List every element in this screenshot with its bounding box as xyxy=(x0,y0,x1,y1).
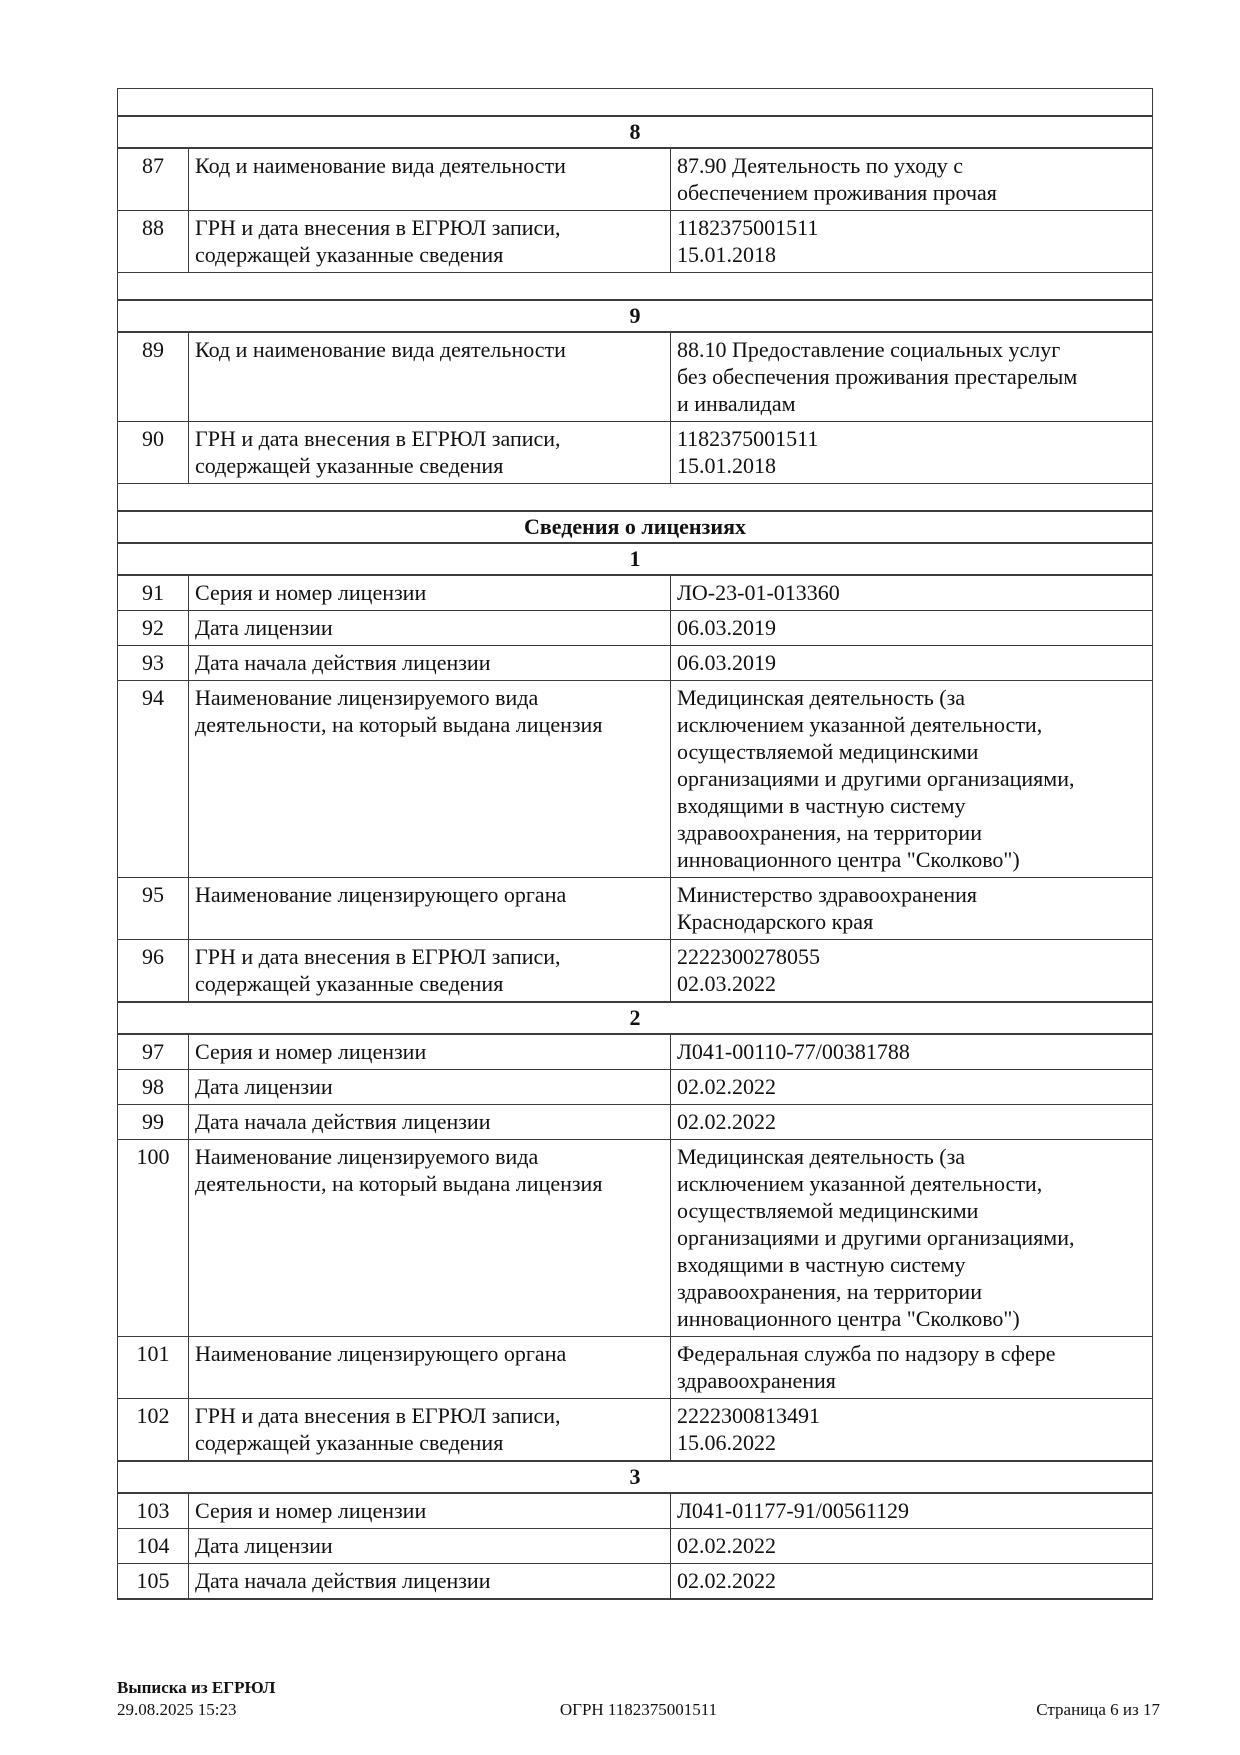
row-number: 101 xyxy=(118,1337,189,1399)
table-row xyxy=(118,1493,1153,1529)
row-number: 90 xyxy=(118,422,189,484)
row-value: 02.02.2022 xyxy=(671,1070,1153,1105)
row-label: Серия и номер лицензии xyxy=(189,1493,671,1529)
row-number: 92 xyxy=(118,611,189,646)
row-value: 02.02.2022 xyxy=(671,1564,1153,1600)
row-number: 96 xyxy=(118,940,189,1003)
row-value: Л041-01177-91/00561129 xyxy=(671,1493,1153,1529)
table-row xyxy=(118,1070,1153,1105)
table-row xyxy=(118,940,1153,1003)
row-value: Л041-00110-77/00381788 xyxy=(671,1034,1153,1070)
section-number-row xyxy=(118,1002,1153,1034)
spacer-cell xyxy=(118,89,1153,117)
row-label: Дата начала действия лицензии xyxy=(189,1105,671,1140)
row-label: Наименование лицензирующего органа xyxy=(189,878,671,940)
row-value: Медицинская деятельность (за исключением указанной деятельности, осуществляемой медицинскими организациями и другими организациями, входящими в частную систему здравоохранения, на территории инновационного центра "Сколково") xyxy=(671,681,1153,878)
table-row xyxy=(118,575,1153,611)
section-number: 1 xyxy=(118,543,1153,575)
footer-left-block xyxy=(117,1677,275,1721)
row-label: Код и наименование вида деятельности xyxy=(189,148,671,211)
row-number: 94 xyxy=(118,681,189,878)
table-row xyxy=(118,422,1153,484)
spacer-row xyxy=(118,484,1153,512)
row-value: Медицинская деятельность (за исключением указанной деятельности, осуществляемой медицинскими организациями и другими организациями, входящими в частную систему здравоохранения, на территории инновационного центра "Сколково") xyxy=(671,1140,1153,1337)
section-number: 3 xyxy=(118,1461,1153,1493)
footer-ogrn: ОГРН 1182375001511 xyxy=(559,1700,718,1719)
row-number: 93 xyxy=(118,646,189,681)
section-number-row xyxy=(118,1461,1153,1493)
row-number: 95 xyxy=(118,878,189,940)
spacer-row xyxy=(118,273,1153,301)
table-row xyxy=(118,611,1153,646)
table-row xyxy=(118,1105,1153,1140)
row-number: 105 xyxy=(118,1564,189,1600)
row-number: 91 xyxy=(118,575,189,611)
row-number: 97 xyxy=(118,1034,189,1070)
table-row xyxy=(118,1529,1153,1564)
section-title-row xyxy=(118,511,1153,543)
section-number-row xyxy=(118,300,1153,332)
row-label: Наименование лицензируемого вида деятельности, на который выдана лицензия xyxy=(189,681,671,878)
table-row xyxy=(118,681,1153,878)
footer-page-number: Страница 6 из 17 xyxy=(1036,1700,1160,1719)
table-row xyxy=(118,1034,1153,1070)
row-number: 98 xyxy=(118,1070,189,1105)
table-row xyxy=(118,1140,1153,1337)
table-row xyxy=(118,646,1153,681)
row-number: 87 xyxy=(118,148,189,211)
row-value: 02.02.2022 xyxy=(671,1529,1153,1564)
row-label: Серия и номер лицензии xyxy=(189,1034,671,1070)
row-value: 06.03.2019 xyxy=(671,611,1153,646)
footer-doc-title: Выписка из ЕГРЮЛ xyxy=(117,1678,276,1697)
row-value: 06.03.2019 xyxy=(671,646,1153,681)
row-number: 104 xyxy=(118,1529,189,1564)
row-label: ГРН и дата внесения в ЕГРЮЛ записи, содержащей указанные сведения xyxy=(189,422,671,484)
table-row xyxy=(118,878,1153,940)
row-value: ЛО-23-01-013360 xyxy=(671,575,1153,611)
row-number: 88 xyxy=(118,211,189,273)
row-value: 1182375001511 15.01.2018 xyxy=(671,211,1153,273)
table-row xyxy=(118,1564,1153,1600)
row-value: 2222300813491 15.06.2022 xyxy=(671,1399,1153,1462)
row-label: Наименование лицензируемого вида деятельности, на который выдана лицензия xyxy=(189,1140,671,1337)
row-number: 100 xyxy=(118,1140,189,1337)
egrul-table-body xyxy=(118,89,1153,1600)
section-number-row xyxy=(118,543,1153,575)
row-label: Дата начала действия лицензии xyxy=(189,1564,671,1600)
row-label: Серия и номер лицензии xyxy=(189,575,671,611)
section-title: Сведения о лицензиях xyxy=(118,511,1153,543)
table-row xyxy=(118,1399,1153,1462)
row-value: Федеральная служба по надзору в сфере здравоохранения xyxy=(671,1337,1153,1399)
row-value: Министерство здравоохранения Краснодарского края xyxy=(671,878,1153,940)
section-number-row xyxy=(118,116,1153,148)
row-label: ГРН и дата внесения в ЕГРЮЛ записи, содержащей указанные сведения xyxy=(189,940,671,1003)
row-value: 88.10 Предоставление социальных услуг без обеспечения проживания престарелым и инвалидам xyxy=(671,332,1153,422)
spacer-row xyxy=(118,89,1153,117)
row-number: 102 xyxy=(118,1399,189,1462)
spacer-cell xyxy=(118,484,1153,512)
table-row xyxy=(118,1337,1153,1399)
row-label: ГРН и дата внесения в ЕГРЮЛ записи, содержащей указанные сведения xyxy=(189,211,671,273)
section-number: 9 xyxy=(118,300,1153,332)
footer-datetime: 29.08.2025 15:23 xyxy=(117,1700,237,1719)
row-label: Дата лицензии xyxy=(189,1070,671,1105)
spacer-cell xyxy=(118,273,1153,301)
row-number: 103 xyxy=(118,1493,189,1529)
row-label: ГРН и дата внесения в ЕГРЮЛ записи, содержащей указанные сведения xyxy=(189,1399,671,1462)
egrul-table xyxy=(117,88,1153,1600)
table-row xyxy=(118,148,1153,211)
row-value: 87.90 Деятельность по уходу с обеспечением проживания прочая xyxy=(671,148,1153,211)
row-value: 2222300278055 02.03.2022 xyxy=(671,940,1153,1003)
table-row xyxy=(118,332,1153,422)
row-number: 89 xyxy=(118,332,189,422)
row-label: Дата лицензии xyxy=(189,1529,671,1564)
row-label: Дата лицензии xyxy=(189,611,671,646)
row-value: 02.02.2022 xyxy=(671,1105,1153,1140)
row-label: Дата начала действия лицензии xyxy=(189,646,671,681)
row-label: Наименование лицензирующего органа xyxy=(189,1337,671,1399)
row-value: 1182375001511 15.01.2018 xyxy=(671,422,1153,484)
row-number: 99 xyxy=(118,1105,189,1140)
row-label: Код и наименование вида деятельности xyxy=(189,332,671,422)
table-row xyxy=(118,211,1153,273)
section-number: 8 xyxy=(118,116,1153,148)
section-number: 2 xyxy=(118,1002,1153,1034)
